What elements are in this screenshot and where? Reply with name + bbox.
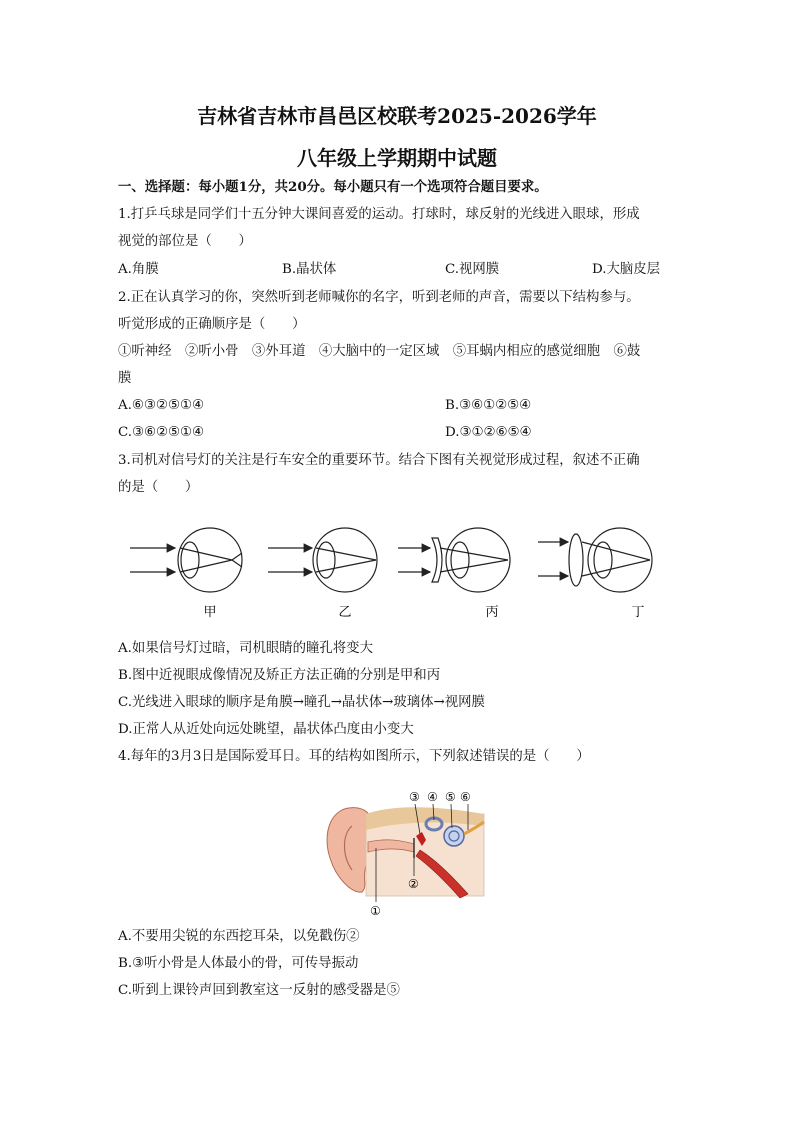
eye-diagram-yi bbox=[268, 528, 377, 592]
q4-stem-line1: 4.每年的3月3日是国际爱耳日。耳的结构如图所示，下列叙述错误的是（ ） bbox=[118, 749, 590, 764]
ear-label-6: ⑥ bbox=[460, 790, 471, 804]
q3-option-c: C.光线进入眼球的顺序是角膜→瞳孔→晶状体→玻璃体→视网膜 bbox=[118, 695, 485, 710]
q2-items-line2: 膜 bbox=[118, 371, 132, 386]
eye-diagram-bing bbox=[398, 528, 510, 592]
figure-label-bing: 丙 bbox=[485, 605, 499, 620]
q2-stem-line2: 听觉形成的正确顺序是（ ） bbox=[118, 317, 306, 332]
q3-option-b: B.图中近视眼成像情况及矫正方法正确的分别是甲和丙 bbox=[118, 668, 441, 683]
figure-label-jia: 甲 bbox=[203, 605, 217, 620]
ear-label-1: ① bbox=[370, 904, 381, 918]
q3-stem-line2: 的是（ ） bbox=[118, 480, 199, 495]
eye-diagrams-figure bbox=[120, 520, 680, 625]
ear-label-4: ④ bbox=[427, 790, 438, 804]
q2-option-a: A.⑥③②⑤①④ bbox=[118, 398, 204, 413]
q3-option-d: D.正常人从近处向远处眺望，晶状体凸度由小变大 bbox=[118, 722, 414, 737]
ear-label-3: ③ bbox=[409, 790, 420, 804]
exam-title-line1: 吉林省吉林市昌邑区校联考2025-2026学年 bbox=[197, 104, 597, 128]
q1-option-a: A.角膜 bbox=[118, 262, 159, 277]
q1-stem-line2: 视觉的部位是（ ） bbox=[118, 234, 252, 249]
ear-label-2: ② bbox=[408, 877, 419, 891]
q1-option-c: C.视网膜 bbox=[445, 262, 500, 277]
q1-stem-line1: 1.打乒乓球是同学们十五分钟大课间喜爱的运动。打球时，球反射的光线进入眼球，形成 bbox=[118, 207, 640, 222]
q4-option-a: A.不要用尖锐的东西挖耳朵，以免戳伤② bbox=[118, 929, 360, 944]
q2-option-b: B.③⑥①②⑤④ bbox=[445, 398, 532, 413]
exam-title-line2: 八年级上学期期中试题 bbox=[297, 146, 497, 170]
q3-option-a: A.如果信号灯过暗，司机眼睛的瞳孔将变大 bbox=[118, 641, 373, 656]
q4-option-c: C.听到上课铃声回到教室这一反射的感受器是⑤ bbox=[118, 983, 400, 998]
q4-option-b: B.③听小骨是人体最小的骨，可传导振动 bbox=[118, 956, 359, 971]
figure-label-yi: 乙 bbox=[338, 605, 352, 620]
q2-items-line1: ①听神经 ②听小骨 ③外耳道 ④大脑中的一定区域 ⑤耳蜗内相应的感觉细胞 ⑥鼓 bbox=[118, 344, 641, 359]
eye-diagram-ding bbox=[538, 528, 652, 592]
q1-option-b: B.晶状体 bbox=[282, 262, 337, 277]
figure-label-ding: 丁 bbox=[631, 605, 645, 620]
ear-label-5: ⑤ bbox=[445, 790, 456, 804]
eye-diagram-jia bbox=[130, 528, 242, 592]
section-heading: 一、选择题：每小题1分，共20分。每小题只有一个选项符合题目要求。 bbox=[118, 179, 548, 195]
q3-stem-line1: 3.司机对信号灯的关注是行车安全的重要环节。结合下图有关视觉形成过程，叙述不正确 bbox=[118, 453, 640, 468]
q2-option-c: C.③⑥②⑤①④ bbox=[118, 425, 205, 440]
q2-stem-line1: 2.正在认真学习的你，突然听到老师喊你的名字，听到老师的声音，需要以下结构参与。 bbox=[118, 290, 640, 305]
q1-option-d: D.大脑皮层 bbox=[592, 262, 661, 277]
ear-structure-figure bbox=[318, 786, 488, 918]
q2-option-d: D.③①②⑥⑤④ bbox=[445, 425, 532, 440]
